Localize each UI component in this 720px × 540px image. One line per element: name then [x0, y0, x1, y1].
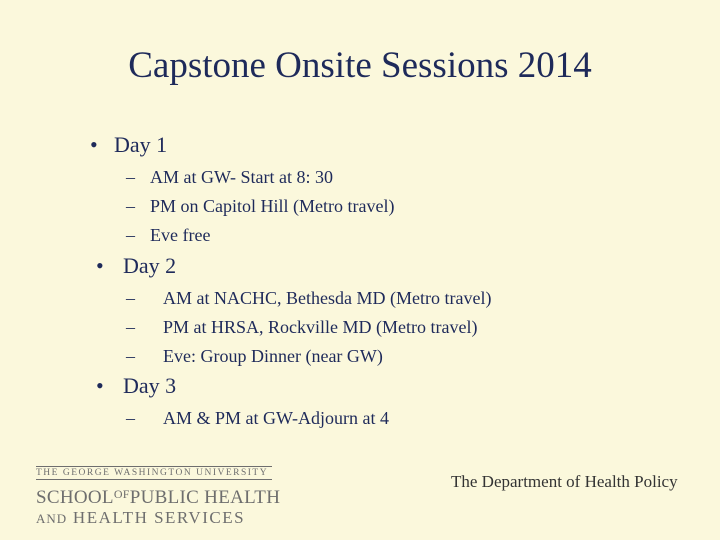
- day-1-item-2: – PM on Capitol Hill (Metro travel): [126, 196, 395, 216]
- day-1-item-1: – AM at GW- Start at 8: 30: [126, 167, 333, 187]
- day-1-label: Day 1: [114, 132, 168, 157]
- dash-icon: –: [126, 408, 135, 428]
- day-2-item-1: – AM at NACHC, Bethesda MD (Metro travel): [126, 288, 492, 308]
- dash-icon: –: [126, 196, 135, 216]
- dash-icon: –: [126, 346, 135, 366]
- bullet-icon: •: [96, 373, 104, 398]
- gwu-sphhs-logo: [36, 466, 281, 529]
- day-1-item-3: – Eve free: [126, 225, 211, 245]
- day-3-label: Day 3: [123, 373, 177, 398]
- dash-icon: –: [126, 317, 135, 337]
- dash-icon: –: [126, 167, 135, 187]
- dash-icon: –: [126, 288, 135, 308]
- department-name: The Department of Health Policy: [451, 472, 678, 491]
- logo-school-line: $SCHOOL^{OF}PUBLIC$ HEALTH: [36, 487, 281, 508]
- day-2-label: Day 2: [123, 253, 177, 278]
- day-3-item-1: – AM & PM at GW-Adjourn at 4: [126, 408, 389, 428]
- day-3-bullet: [96, 373, 176, 399]
- logo-university-name: THE GEORGE WASHINGTON UNIVERSITY: [36, 466, 272, 480]
- dash-icon: –: [126, 225, 135, 245]
- bullet-icon: •: [96, 253, 104, 278]
- logo-health-services-line: AND HEALTH SERVICES: [36, 508, 246, 527]
- day-2-bullet: [96, 253, 176, 279]
- slide-title: Capstone Onsite Sessions 2014: [128, 45, 592, 86]
- day-2-item-2: – PM at HRSA, Rockville MD (Metro travel): [126, 317, 478, 337]
- day-1-bullet: [90, 132, 167, 158]
- bullet-icon: •: [90, 132, 98, 157]
- day-2-item-3: – Eve: Group Dinner (near GW): [126, 346, 383, 366]
